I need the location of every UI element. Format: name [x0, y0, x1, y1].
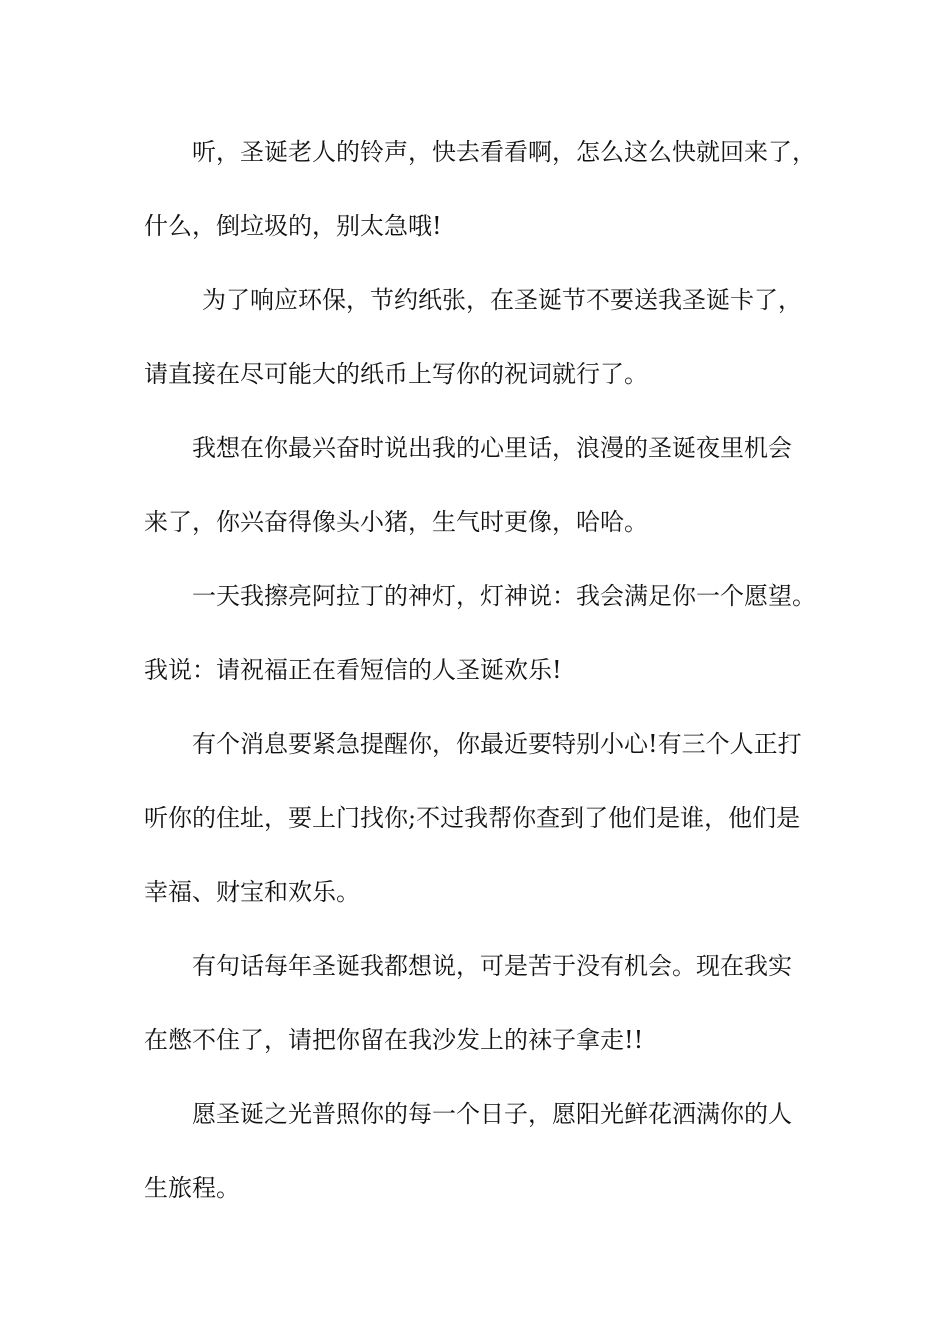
paragraph-5-line-1: 有个消息要紧急提醒你，你最近要特别小心!有三个人正打	[192, 730, 802, 758]
paragraph-7-line-1: 愿圣诞之光普照你的每一个日子，愿阳光鲜花洒满你的人	[192, 1100, 792, 1128]
paragraph-2-line-2: 请直接在尽可能大的纸币上写你的祝词就行了。	[144, 360, 648, 388]
paragraph-5-line-3: 幸福、财宝和欢乐。	[144, 878, 360, 906]
paragraph-1-line-1: 听，圣诞老人的铃声，快去看看啊，怎么这么快就回来了，	[192, 138, 816, 166]
paragraph-6-line-2: 在憋不住了，请把你留在我沙发上的袜子拿走!!	[144, 1026, 644, 1054]
paragraph-3-line-1: 我想在你最兴奋时说出我的心里话，浪漫的圣诞夜里机会	[192, 434, 792, 462]
paragraph-4-line-1: 一天我擦亮阿拉丁的神灯，灯神说：我会满足你一个愿望。	[192, 582, 816, 610]
paragraph-2-line-1: 为了响应环保，节约纸张，在圣诞节不要送我圣诞卡了，	[202, 286, 802, 314]
paragraph-3-line-2: 来了，你兴奋得像头小猪，生气时更像，哈哈。	[144, 508, 648, 536]
paragraph-7-line-2: 生旅程。	[144, 1174, 240, 1202]
paragraph-6-line-1: 有句话每年圣诞我都想说，可是苦于没有机会。现在我实	[192, 952, 792, 980]
paragraph-1-line-2: 什么，倒垃圾的，别太急哦!	[144, 212, 442, 240]
paragraph-4-line-2: 我说：请祝福正在看短信的人圣诞欢乐!	[144, 656, 562, 684]
paragraph-5-line-2: 听你的住址，要上门找你;不过我帮你查到了他们是谁，他们是	[144, 804, 801, 832]
